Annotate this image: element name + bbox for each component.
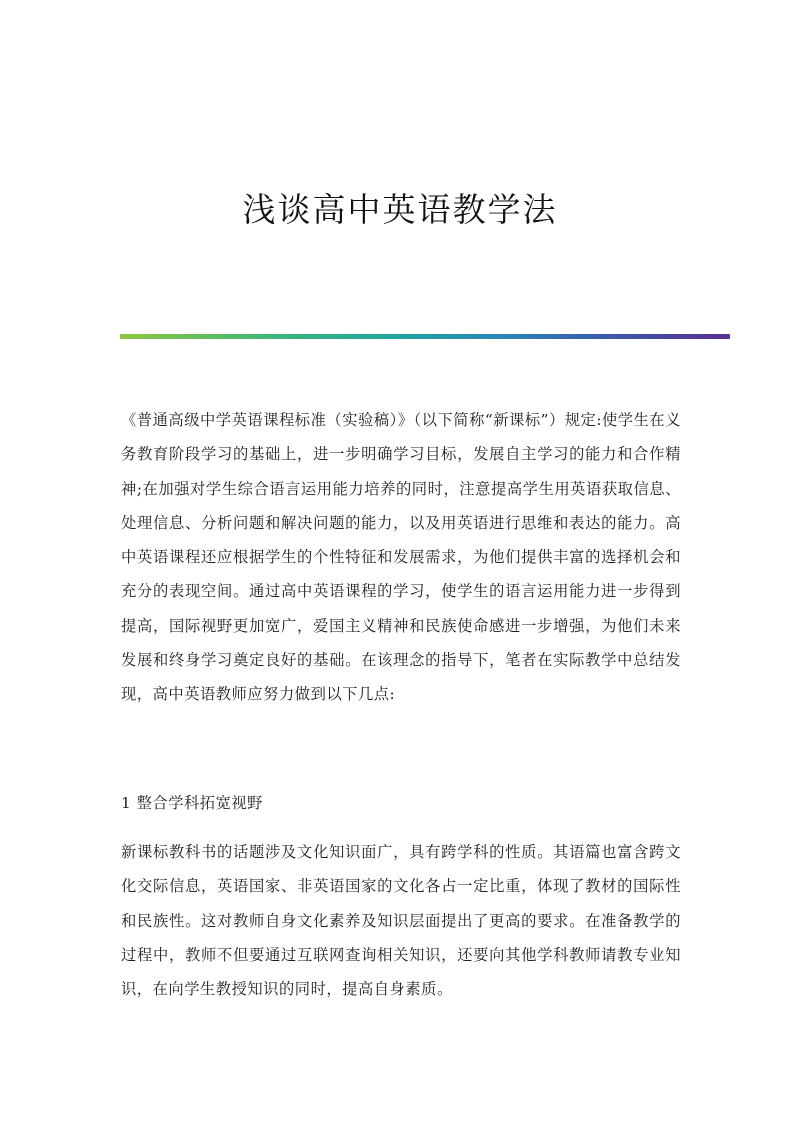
document-title: 浅谈高中英语教学法 — [242, 190, 558, 229]
title-divider — [120, 334, 730, 339]
section-paragraph: 新课标教科书的话题涉及文化知识面广，具有跨学科的性质。其语篇也富含跨文化交际信息，英语国家、非英语国家的文化各占一定比重，体现了教材的国际性和民族性。这对教师自身文化素养及知识层面提出了更高的要求。在准备教学的过程中，教师不但要通过互联网查询相关知识，还要向其他学科教师请教专业知识，在向学生教授知识的同时，提高自身素质。 — [121, 843, 681, 999]
section-heading: 1 整合学科拓宽视野 — [121, 794, 263, 812]
intro-paragraph: 《普通高级中学英语课程标准（实验稿）》（以下简称“新课标”）规定:使学生在义务教育阶段学习的基础上，进一步明确学习目标，发展自主学习的能力和合作精神;在加强对学生综合语言运用能力培养的同时，注意提高学生用英语获取信息、处理信息、分析问题和解决问题的能力，以及用英语进行思维和表达的能力。高中英语课程还应根据学生的个性特征和发展需求，为他们提供丰富的选择机会和充分的表现空间。通过高中英语课程的学习，使学生的语言运用能力进一步得到提高，国际视野更加宽广，爱国主义精神和民族使命感进一步增强，为他们未来发展和终身学习奠定良好的基础。在该理念的指导下，笔者在实际教学中总结发现，高中英语教师应努力做到以下几点: — [121, 411, 681, 704]
